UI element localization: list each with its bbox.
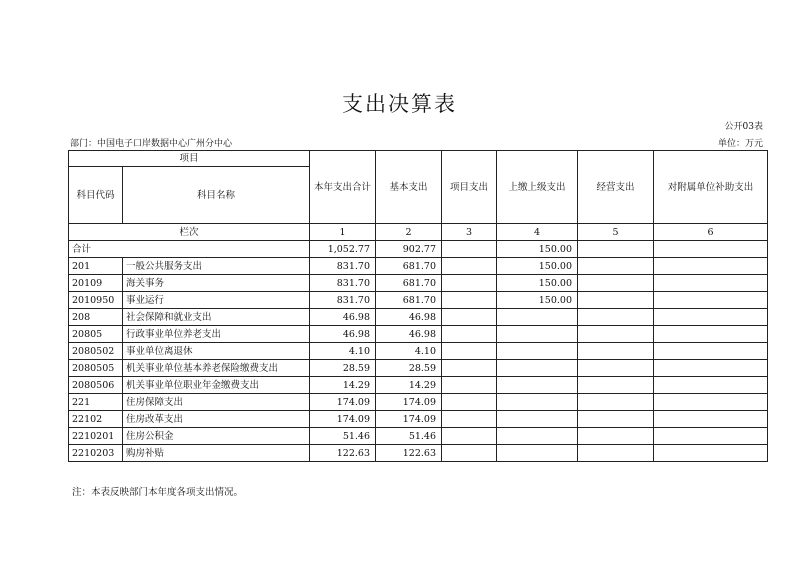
- project-cell: [442, 411, 497, 428]
- table-row: [69, 275, 768, 292]
- total-cell: 28.59: [310, 360, 376, 377]
- basic-cell: 51.46: [376, 428, 442, 445]
- basic-cell: 4.10: [376, 343, 442, 360]
- basic-cell: 902.77: [376, 241, 442, 258]
- subsidy-cell: [654, 241, 768, 258]
- table-row: [69, 326, 768, 343]
- upper-cell: [497, 360, 578, 377]
- form-number: 公开03表: [724, 122, 763, 132]
- header-code: 科目代码: [69, 167, 123, 224]
- code-cell: 2080505: [69, 360, 123, 377]
- basic-cell: 122.63: [376, 445, 442, 462]
- basic-cell: 681.70: [376, 258, 442, 275]
- code-cell: 208: [69, 309, 123, 326]
- business-cell: [578, 292, 654, 309]
- project-cell: [442, 445, 497, 462]
- project-cell: [442, 343, 497, 360]
- total-cell: 831.70: [310, 275, 376, 292]
- total-cell: 174.09: [310, 411, 376, 428]
- name-cell: 住房公积金: [123, 428, 310, 445]
- upper-cell: 150.00: [497, 241, 578, 258]
- subsidy-cell: [654, 309, 768, 326]
- business-cell: [578, 377, 654, 394]
- business-cell: [578, 326, 654, 343]
- business-cell: [578, 428, 654, 445]
- header-basic: 基本支出: [376, 151, 442, 224]
- basic-cell: 681.70: [376, 292, 442, 309]
- total-label: 合计: [69, 241, 310, 258]
- code-cell: 2080506: [69, 377, 123, 394]
- project-cell: [442, 360, 497, 377]
- code-cell: 20109: [69, 275, 123, 292]
- name-cell: 社会保障和就业支出: [123, 309, 310, 326]
- table-row: [69, 428, 768, 445]
- header-project: 项目支出: [442, 151, 497, 224]
- basic-cell: 174.09: [376, 411, 442, 428]
- header-business: 经营支出: [578, 151, 654, 224]
- table-row: [69, 258, 768, 275]
- name-cell: 购房补贴: [123, 445, 310, 462]
- project-cell: [442, 394, 497, 411]
- col-num: 2: [376, 224, 442, 241]
- header-upper: 上缴上级支出: [497, 151, 578, 224]
- code-cell: 221: [69, 394, 123, 411]
- upper-cell: 150.00: [497, 258, 578, 275]
- table-row: [69, 292, 768, 309]
- table-row: [69, 309, 768, 326]
- total-cell: 4.10: [310, 343, 376, 360]
- basic-cell: 14.29: [376, 377, 442, 394]
- header-lanci: 栏次: [69, 224, 310, 241]
- name-cell: 事业运行: [123, 292, 310, 309]
- col-num: 5: [578, 224, 654, 241]
- col-num: 1: [310, 224, 376, 241]
- total-cell: 122.63: [310, 445, 376, 462]
- basic-cell: 174.09: [376, 394, 442, 411]
- upper-cell: [497, 428, 578, 445]
- expenditure-table: [68, 150, 768, 462]
- upper-cell: [497, 326, 578, 343]
- business-cell: [578, 394, 654, 411]
- name-cell: 海关事务: [123, 275, 310, 292]
- col-num: 3: [442, 224, 497, 241]
- total-cell: 174.09: [310, 394, 376, 411]
- header-subsidy: 对附属单位补助支出: [654, 151, 768, 224]
- department-label: 部门：中国电子口岸数据中心广州分中心: [70, 139, 233, 149]
- upper-cell: 150.00: [497, 275, 578, 292]
- upper-cell: 150.00: [497, 292, 578, 309]
- subsidy-cell: [654, 411, 768, 428]
- upper-cell: [497, 394, 578, 411]
- total-cell: 51.46: [310, 428, 376, 445]
- project-cell: [442, 428, 497, 445]
- table-row: [69, 411, 768, 428]
- code-cell: 22102: [69, 411, 123, 428]
- business-cell: [578, 275, 654, 292]
- unit-label: 单位：万元: [717, 139, 763, 149]
- subsidy-cell: [654, 428, 768, 445]
- name-cell: 行政事业单位养老支出: [123, 326, 310, 343]
- project-cell: [442, 292, 497, 309]
- header-total: 本年支出合计: [310, 151, 376, 224]
- header-item: 项目: [69, 151, 310, 167]
- basic-cell: 28.59: [376, 360, 442, 377]
- col-num: 6: [654, 224, 768, 241]
- total-cell: 831.70: [310, 258, 376, 275]
- business-cell: [578, 360, 654, 377]
- table-row: [69, 394, 768, 411]
- footnote: 注：本表反映部门本年度各项支出情况。: [72, 487, 244, 498]
- name-cell: 机关事业单位基本养老保险缴费支出: [123, 360, 310, 377]
- code-cell: 20805: [69, 326, 123, 343]
- upper-cell: [497, 411, 578, 428]
- code-cell: 2210201: [69, 428, 123, 445]
- code-cell: 2210203: [69, 445, 123, 462]
- total-cell: 46.98: [310, 326, 376, 343]
- table-row: [69, 360, 768, 377]
- code-cell: 201: [69, 258, 123, 275]
- subsidy-cell: [654, 394, 768, 411]
- name-cell: 一般公共服务支出: [123, 258, 310, 275]
- basic-cell: 46.98: [376, 326, 442, 343]
- upper-cell: [497, 377, 578, 394]
- basic-cell: 46.98: [376, 309, 442, 326]
- table-row: [69, 343, 768, 360]
- code-cell: 2080502: [69, 343, 123, 360]
- basic-cell: 681.70: [376, 275, 442, 292]
- code-cell: 2010950: [69, 292, 123, 309]
- project-cell: [442, 241, 497, 258]
- name-cell: 住房保障支出: [123, 394, 310, 411]
- project-cell: [442, 377, 497, 394]
- project-cell: [442, 326, 497, 343]
- name-cell: 机关事业单位职业年金缴费支出: [123, 377, 310, 394]
- subsidy-cell: [654, 292, 768, 309]
- project-cell: [442, 309, 497, 326]
- subsidy-cell: [654, 275, 768, 292]
- project-cell: [442, 258, 497, 275]
- name-cell: 事业单位离退休: [123, 343, 310, 360]
- business-cell: [578, 343, 654, 360]
- business-cell: [578, 445, 654, 462]
- table-row: [69, 445, 768, 462]
- business-cell: [578, 309, 654, 326]
- business-cell: [578, 241, 654, 258]
- business-cell: [578, 258, 654, 275]
- subsidy-cell: [654, 377, 768, 394]
- business-cell: [578, 411, 654, 428]
- total-cell: 14.29: [310, 377, 376, 394]
- subsidy-cell: [654, 326, 768, 343]
- upper-cell: [497, 309, 578, 326]
- upper-cell: [497, 445, 578, 462]
- total-cell: 46.98: [310, 309, 376, 326]
- subsidy-cell: [654, 445, 768, 462]
- upper-cell: [497, 343, 578, 360]
- page-title: 支出决算表: [342, 92, 457, 116]
- name-cell: 住房改革支出: [123, 411, 310, 428]
- header-name: 科目名称: [123, 167, 310, 224]
- table-row: [69, 377, 768, 394]
- total-row: [69, 241, 768, 258]
- project-cell: [442, 275, 497, 292]
- total-cell: 831.70: [310, 292, 376, 309]
- subsidy-cell: [654, 258, 768, 275]
- total-cell: 1,052.77: [310, 241, 376, 258]
- col-num: 4: [497, 224, 578, 241]
- subsidy-cell: [654, 343, 768, 360]
- subsidy-cell: [654, 360, 768, 377]
